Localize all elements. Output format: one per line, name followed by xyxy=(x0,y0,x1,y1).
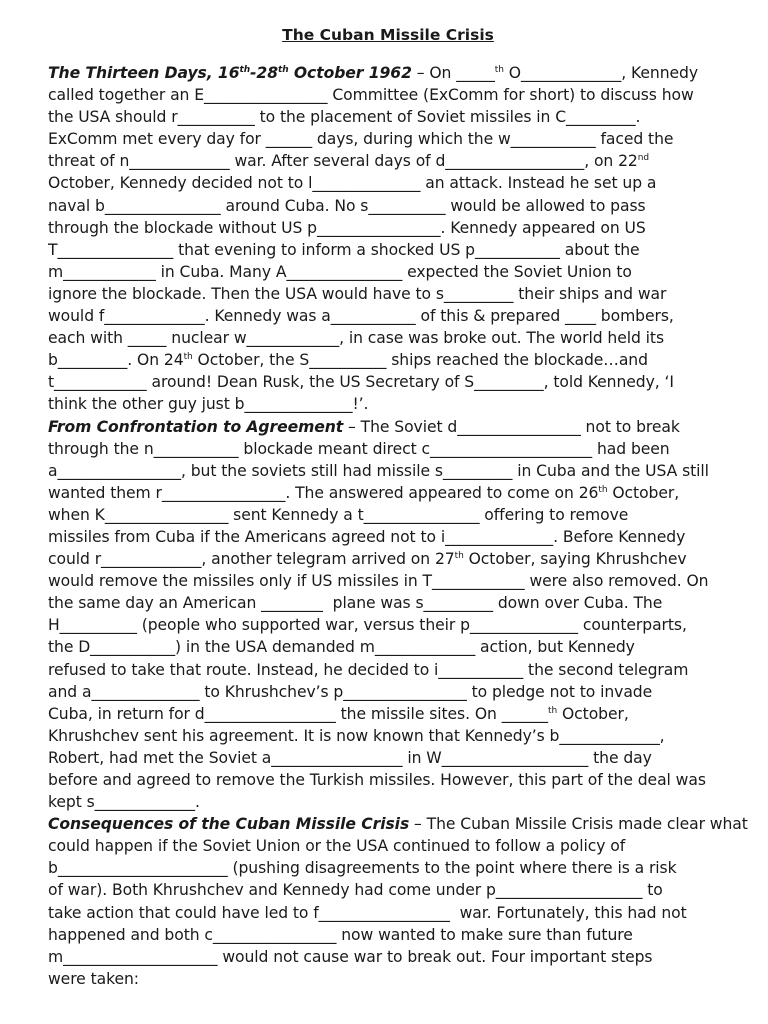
text-line xyxy=(48,636,728,658)
text-line xyxy=(48,835,728,857)
worksheet-title: The Cuban Missile Crisis xyxy=(282,26,494,44)
text-line xyxy=(48,239,728,261)
text-line xyxy=(48,217,728,239)
line-text: each with _____ nuclear w____________, in case was broke out. The world held its xyxy=(48,329,665,348)
section-heading: Consequences of the Cuban Missile Crisis xyxy=(48,815,410,834)
text-line xyxy=(48,747,728,769)
text-line xyxy=(48,570,728,592)
line-text: through the blockade without US p________________. Kennedy appeared on US xyxy=(48,218,646,237)
text-line xyxy=(48,791,728,813)
line-text: the USA should r__________ to the placement of Soviet missiles in C_________. xyxy=(48,108,641,127)
text-line xyxy=(48,968,728,990)
text-line xyxy=(48,725,728,747)
line-text: ExComm met every day for ______ days, during which the w___________ faced the xyxy=(48,130,674,149)
line-text: naval b_______________ around Cuba. No s__________ would be allowed to pass xyxy=(48,196,646,215)
line-text: – On _____$^{th}$ O_____________, Kennedy xyxy=(411,64,698,82)
line-text: T_______________ that evening to inform a shocked US p___________ about the xyxy=(48,240,640,259)
text-line xyxy=(48,128,728,150)
text-line xyxy=(48,371,728,393)
line-text: t____________ around! Dean Rusk, the US Secretary of S_________, told Kennedy, ‘I xyxy=(48,373,674,392)
line-text: were taken: xyxy=(48,969,139,988)
line-text: could happen if the Soviet Union or the USA continued to follow a policy of xyxy=(48,837,626,856)
line-text: Cuba, in return for d_________________ the missile sites. On ______$^{th}$ October, xyxy=(48,704,629,723)
line-text: the same day an American ________ plane was s_________ down over Cuba. The xyxy=(48,594,663,613)
text-line xyxy=(48,879,728,901)
line-text: m____________ in Cuba. Many A_______________ expected the Soviet Union to xyxy=(48,262,632,281)
line-text: Robert, had met the Soviet a_________________ in W___________________ the day xyxy=(48,748,652,767)
text-line xyxy=(48,150,728,172)
text-line xyxy=(48,769,728,791)
line-text: – The Cuban Missile Crisis made clear what xyxy=(409,815,748,834)
text-line xyxy=(48,261,728,283)
line-text: October, Kennedy decided not to l______________ an attack. Instead he set up a xyxy=(48,174,657,193)
text-line xyxy=(48,857,728,879)
line-text: a________________, but the soviets still had missile s_________ in Cuba and the USA still xyxy=(48,461,709,480)
text-line xyxy=(48,327,728,349)
line-text: and a______________ to Khrushchev’s p________________ to pledge not to invade xyxy=(48,682,653,701)
text-line xyxy=(48,84,728,106)
text-line xyxy=(48,902,728,924)
line-text: through the n___________ blockade meant direct c_____________________ had been xyxy=(48,439,670,458)
text-line xyxy=(48,614,728,636)
text-line xyxy=(48,438,728,460)
line-text: called together an E________________ Committee (ExComm for short) to discuss how xyxy=(48,86,694,105)
text-line xyxy=(48,195,728,217)
text-line xyxy=(48,924,728,946)
text-line xyxy=(48,349,728,371)
worksheet-body xyxy=(48,62,748,990)
text-line xyxy=(48,504,728,526)
line-text: H__________ (people who supported war, versus their p______________ counterparts, xyxy=(48,616,687,635)
text-line xyxy=(48,946,728,968)
text-line xyxy=(48,62,728,84)
line-text: ignore the blockade. Then the USA would have to s_________ their ships and war xyxy=(48,284,667,303)
text-line xyxy=(48,482,728,504)
line-text: – The Soviet d________________ not to break xyxy=(343,417,680,436)
text-line xyxy=(48,703,728,725)
text-line xyxy=(48,416,728,438)
text-line xyxy=(48,548,728,570)
line-text: refused to take that route. Instead, he decided to i___________ the second telegram xyxy=(48,660,689,679)
line-text: kept s_____________. xyxy=(48,793,200,812)
text-line xyxy=(48,393,728,415)
text-line xyxy=(48,172,728,194)
line-text: b______________________ (pushing disagreements to the point where there is a risk xyxy=(48,859,677,878)
line-text: would f_____________. Kennedy was a___________ of this & prepared ____ bombers, xyxy=(48,307,674,326)
text-line xyxy=(48,813,748,835)
line-text: threat of n_____________ war. After several days of d__________________, on 22nd xyxy=(48,152,650,171)
line-text: m____________________ would not cause war to break out. Four important steps xyxy=(48,947,653,966)
section-heading: From Confrontation to Agreement xyxy=(48,417,344,436)
line-text: the D___________) in the USA demanded m_____________ action, but Kennedy xyxy=(48,638,635,657)
line-text: missiles from Cuba if the Americans agreed not to i______________. Before Kennedy xyxy=(48,527,686,546)
text-line xyxy=(48,305,728,327)
text-line xyxy=(48,659,728,681)
line-text: would remove the missiles only if US missiles in T____________ were also removed. On xyxy=(48,572,709,591)
line-text: before and agreed to remove the Turkish missiles. However, this part of the deal was xyxy=(48,771,706,789)
text-line xyxy=(48,283,728,305)
line-text: when K________________ sent Kennedy a t_______________ offering to remove xyxy=(48,505,629,524)
line-text: Khrushchev sent his agreement. It is now known that Kennedy’s b_____________, xyxy=(48,726,665,745)
line-text: think the other guy just b______________!’. xyxy=(48,395,369,414)
text-line xyxy=(48,526,728,548)
text-line xyxy=(48,681,728,703)
line-text: of war). Both Khrushchev and Kennedy had come under p___________________ to xyxy=(48,881,663,900)
section-heading: The Thirteen Days, 16th-28th October 1962 xyxy=(48,64,412,82)
text-line xyxy=(48,592,728,614)
line-text: take action that could have led to f_________________ war. Fortunately, this had not xyxy=(48,903,687,922)
line-text: could r_____________, another telegram arrived on 27th October, saying Khrushchev xyxy=(48,550,687,569)
text-line xyxy=(48,106,728,128)
text-line xyxy=(48,460,728,482)
line-text: b_________. On 24th October, the S__________ ships reached the blockade…and xyxy=(48,351,648,370)
line-text: wanted them r________________. The answered appeared to come on 26th October, xyxy=(48,483,680,502)
line-text: happened and both c________________ now wanted to make sure than future xyxy=(48,925,633,944)
